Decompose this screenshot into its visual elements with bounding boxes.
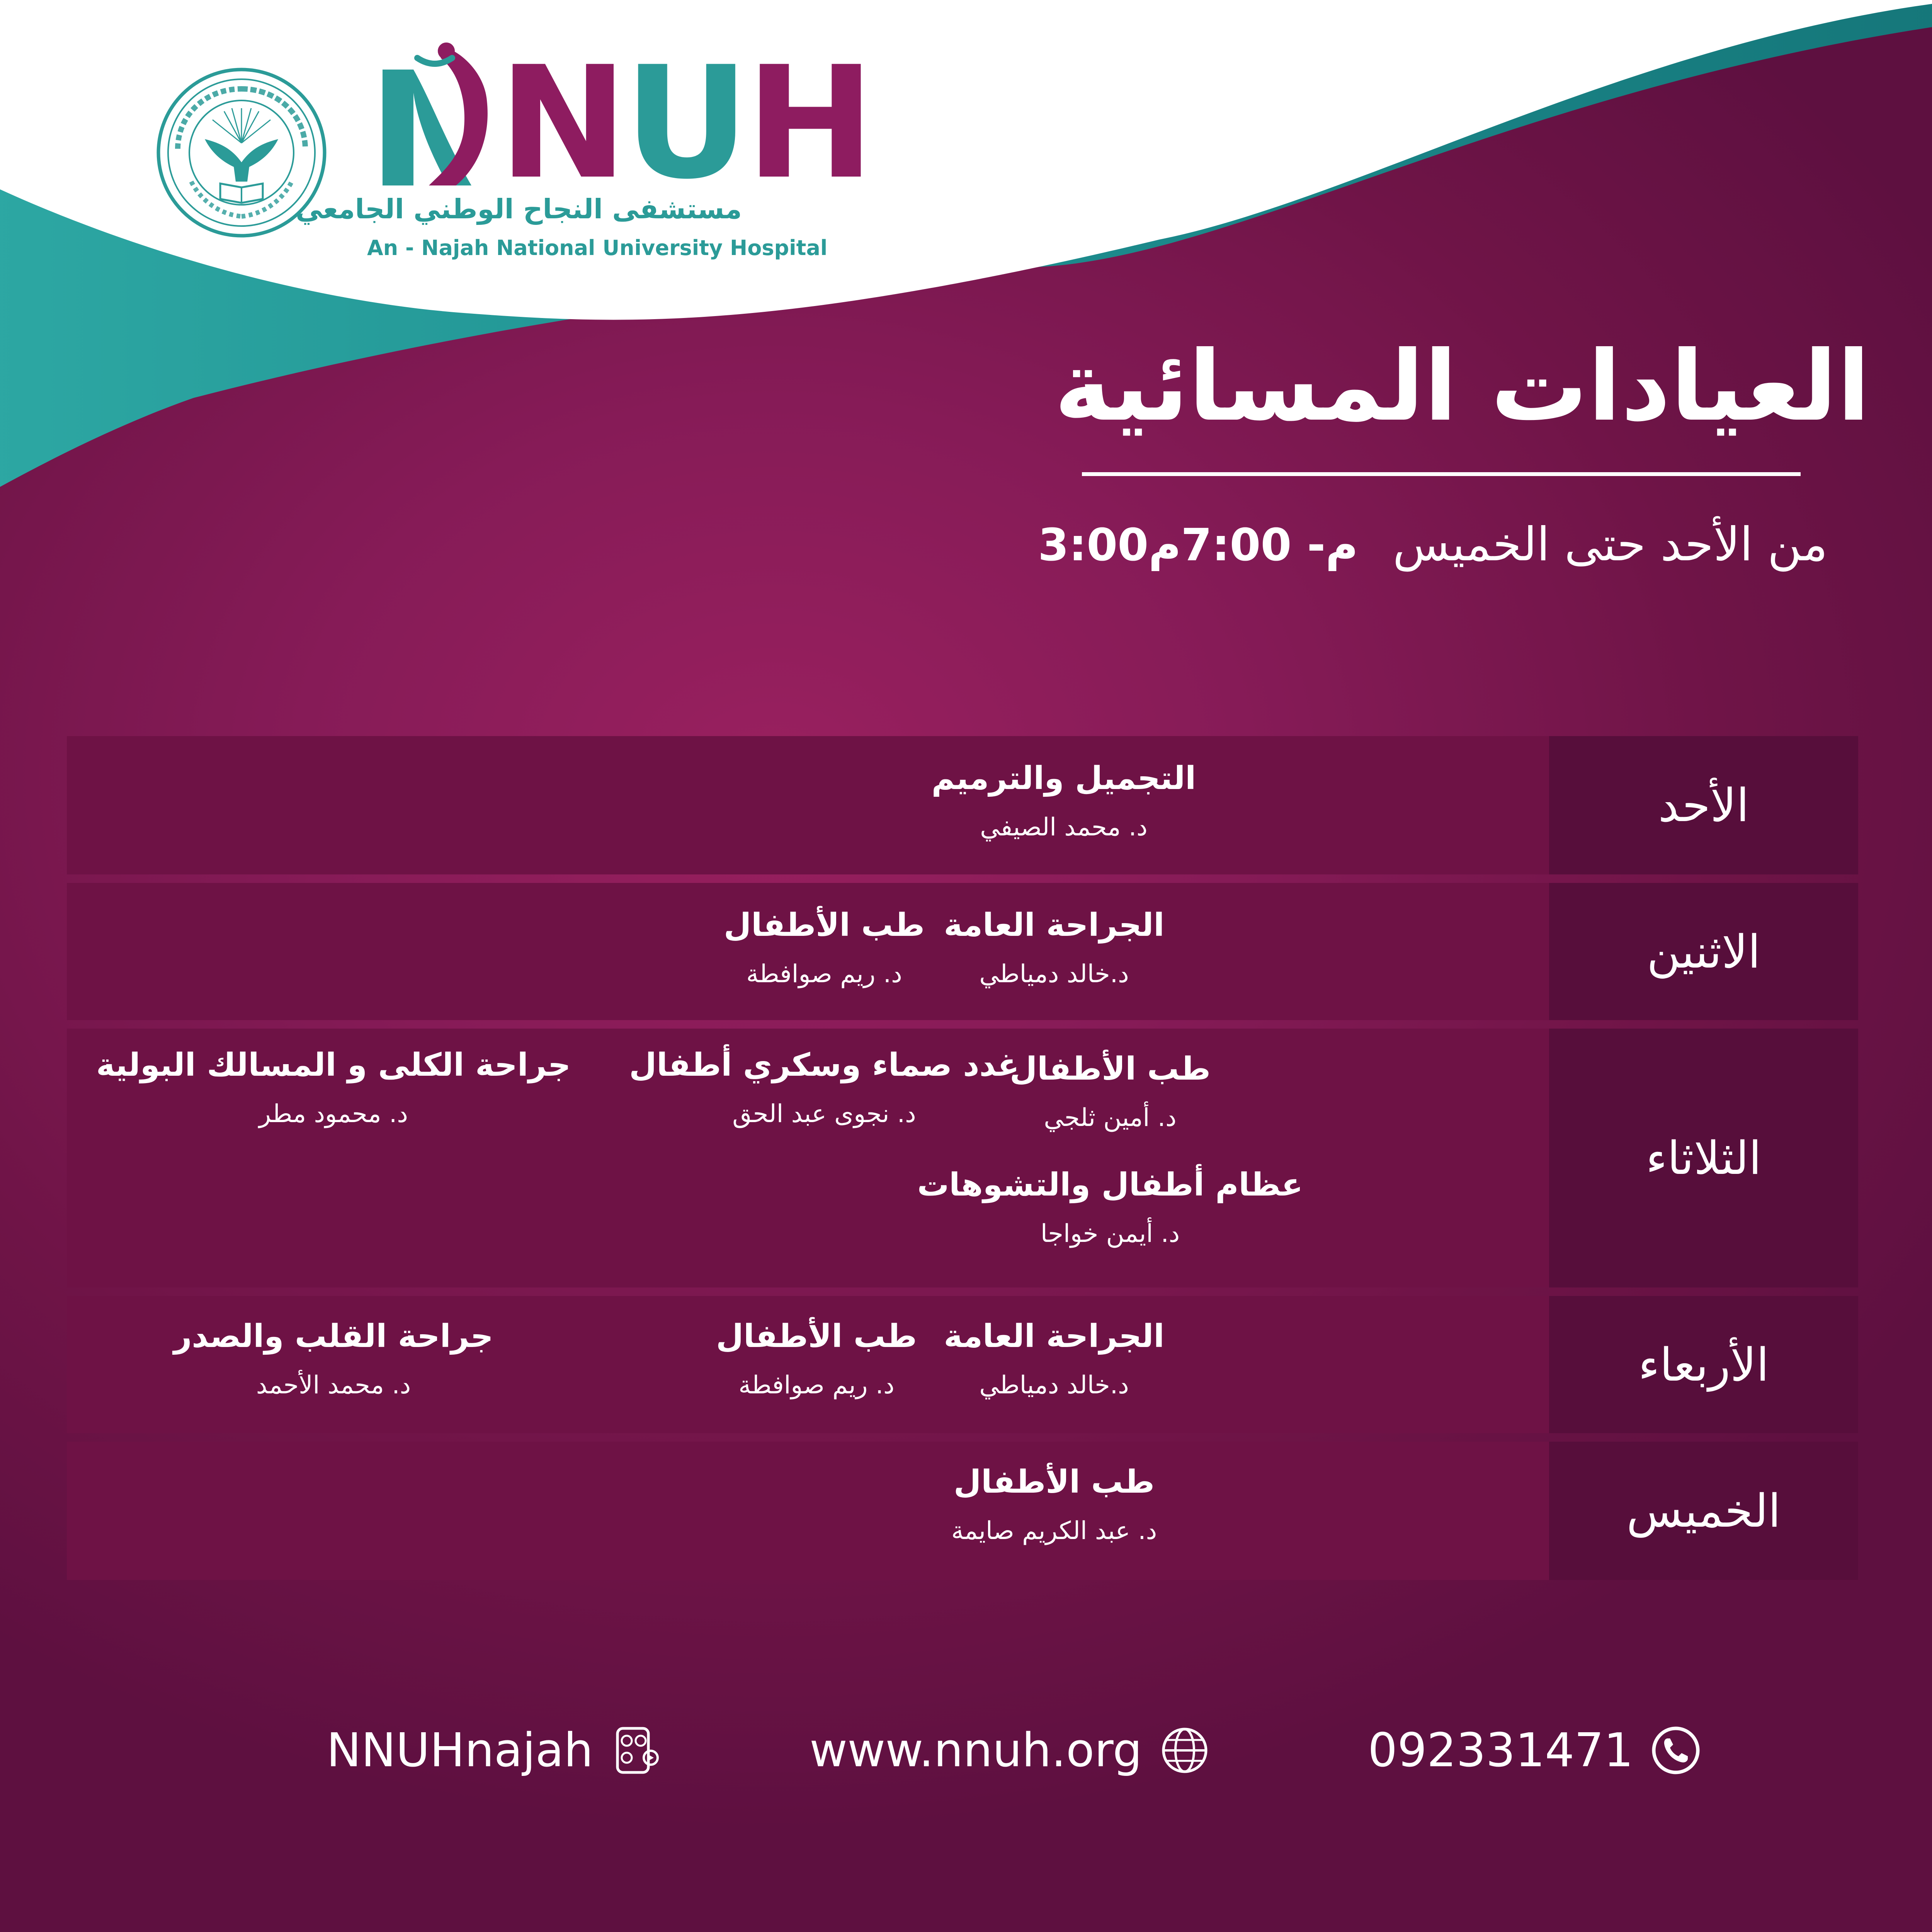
clinic-doctor: د. محمود مطر bbox=[259, 1100, 408, 1128]
brand-letter: U bbox=[624, 34, 746, 213]
day-label: الأحد bbox=[1549, 736, 1858, 874]
footer-social[interactable] bbox=[327, 1712, 661, 1789]
title-divider bbox=[1082, 472, 1801, 476]
hours-days: من الأحد حتى الخميس bbox=[1393, 518, 1828, 571]
clinic-doctor: د. نجوى عبد الحق bbox=[732, 1100, 916, 1128]
clinic-department: طب الأطفال bbox=[1010, 1051, 1211, 1087]
day-label: الخميس bbox=[1549, 1442, 1858, 1580]
clinic-doctor: د. محمد الصيفي bbox=[980, 813, 1148, 842]
globe-icon bbox=[1160, 1725, 1210, 1776]
clinic-department: جراحة الكلى و المسالك البولية bbox=[96, 1047, 571, 1083]
clinic-entry bbox=[643, 1317, 990, 1405]
clinic-doctor: د. محمد الأحمد bbox=[256, 1371, 411, 1400]
clinic-department: طب الأطفال bbox=[954, 1464, 1155, 1500]
clinic-department: الجراحة العامة bbox=[944, 907, 1165, 944]
clinic-doctor: د. أيمن خواجا bbox=[1040, 1219, 1180, 1248]
clinic-doctor: د. أمين ثلجي bbox=[1044, 1104, 1177, 1132]
schedule-row-thursday bbox=[67, 1442, 1858, 1580]
phone-icon bbox=[1651, 1725, 1701, 1776]
phone-number[interactable]: 092331471 bbox=[1368, 1723, 1634, 1777]
row-clinics bbox=[67, 1296, 1549, 1433]
clinic-department: غدد صماء وسكري أطفال bbox=[629, 1047, 1019, 1083]
brand-wordmark bbox=[498, 34, 871, 213]
hospital-name-english: An - Najah National University Hospital bbox=[367, 236, 828, 260]
footer-website[interactable] bbox=[810, 1712, 1210, 1789]
clinic-doctor: د. عبد الكريم صايمة bbox=[951, 1517, 1157, 1545]
clinic-entry bbox=[650, 906, 998, 993]
hospital-name-arabic: مستشفى النجاح الوطني الجامعي bbox=[296, 193, 742, 225]
clinic-department: طب الأطفال bbox=[724, 907, 925, 944]
brand-letter: N bbox=[498, 34, 624, 213]
social-media-icon bbox=[611, 1725, 661, 1776]
schedule-row-wednesday bbox=[67, 1296, 1858, 1433]
clinic-entry bbox=[140, 1317, 527, 1405]
clinic-entry bbox=[880, 1463, 1228, 1550]
clinic-doctor: د. ريم صوافطة bbox=[738, 1371, 895, 1400]
clinic-doctor: د.خالد دمياطي bbox=[979, 1371, 1129, 1400]
footer-phone[interactable] bbox=[1368, 1712, 1701, 1789]
clinic-entry bbox=[92, 1046, 575, 1133]
schedule-row-monday bbox=[67, 883, 1858, 1020]
clinic-department: طب الأطفال bbox=[716, 1318, 917, 1355]
clinic-entry bbox=[621, 1046, 1027, 1133]
hours-time: 3:00م- 7:00م bbox=[1038, 519, 1358, 571]
schedule-row-sunday bbox=[67, 736, 1858, 874]
schedule-table bbox=[67, 736, 1858, 1588]
page-title: العيادات المسائية bbox=[1054, 330, 1870, 442]
clinic-entry bbox=[890, 759, 1238, 847]
brand-letter: H bbox=[745, 34, 871, 213]
clinic-entry bbox=[898, 1166, 1323, 1253]
clinic-department: جراحة القلب والصدر bbox=[173, 1318, 493, 1355]
clinic-department: الجراحة العامة bbox=[944, 1318, 1165, 1355]
clinic-department: عظام أطفال والتشوهات bbox=[917, 1167, 1303, 1203]
day-label: الأربعاء bbox=[1549, 1296, 1858, 1433]
schedule-hours bbox=[1038, 518, 1828, 580]
row-clinics bbox=[67, 883, 1549, 1020]
row-clinics bbox=[67, 736, 1549, 874]
clinic-doctor: د. ريم صوافطة bbox=[746, 960, 902, 988]
day-label: الاثنين bbox=[1549, 883, 1858, 1020]
clinic-department: التجميل والترميم bbox=[931, 760, 1196, 797]
social-handle[interactable]: NNUHnajah bbox=[327, 1723, 594, 1777]
clinic-doctor: د.خالد دمياطي bbox=[979, 960, 1129, 988]
schedule-row-tuesday bbox=[67, 1029, 1858, 1287]
row-clinics bbox=[67, 1442, 1549, 1580]
website-link[interactable]: www.nnuh.org bbox=[810, 1723, 1142, 1777]
row-clinics bbox=[67, 1029, 1549, 1287]
day-label: الثلاثاء bbox=[1549, 1029, 1858, 1287]
